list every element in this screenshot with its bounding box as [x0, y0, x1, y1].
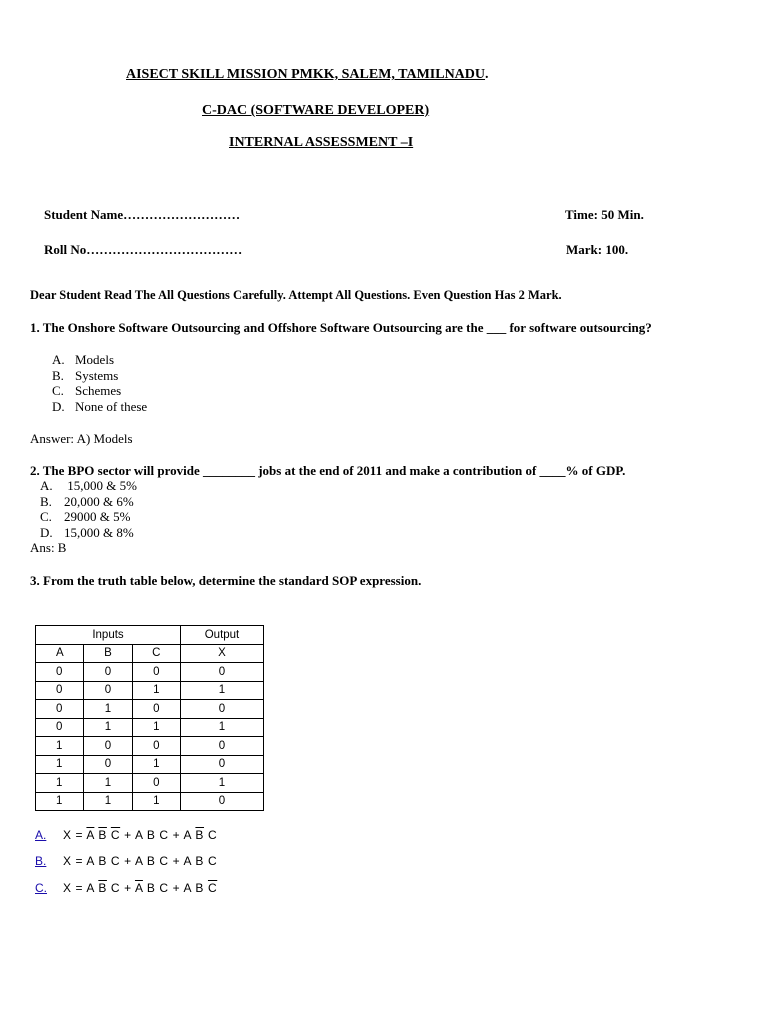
option-a: A. 15,000 & 5%: [40, 478, 137, 493]
option-b: B. Systems: [52, 367, 119, 383]
assessment-title: INTERNAL ASSESSMENT –I: [229, 135, 414, 150]
variable-b: B: [195, 881, 205, 895]
choice-label[interactable]: A.: [35, 828, 47, 842]
table-row: 1 1 0 1: [36, 774, 264, 793]
question-2-options: [40, 478, 137, 540]
variable-c: C: [110, 881, 121, 895]
table-group-header-row: [36, 626, 264, 645]
variable-c: C: [207, 854, 218, 868]
variable-c: C: [207, 828, 218, 842]
question-1-answer: Answer: A) Models: [30, 431, 133, 446]
institution-period: .: [485, 67, 489, 82]
institution-name: AISECT SKILL MISSION PMKK, SALEM, TAMILNADU: [126, 67, 486, 82]
variable-c-complement: $\overline{C}$: [110, 828, 121, 842]
truth-table: [35, 625, 264, 811]
student-name-field: Student Name………………………: [44, 207, 241, 222]
variable-c: C: [110, 854, 121, 868]
variable-a-complement: $\overline{A}$: [86, 828, 95, 842]
table-row: 1 0 0 0: [36, 737, 264, 756]
variable-b: B: [146, 828, 156, 842]
inputs-header: Inputs: [36, 626, 181, 645]
question-3-text: 3. From the truth table below, determine the standard SOP expression.: [30, 573, 422, 588]
table-row: 1 1 1 0: [36, 792, 264, 811]
table-row: 0 1 0 0: [36, 700, 264, 719]
choice-label[interactable]: B.: [35, 854, 47, 868]
variable-a: A: [134, 828, 143, 842]
variable-a: A: [183, 828, 192, 842]
sop-choice-b[interactable]: [35, 854, 217, 868]
table-column-header-row: [36, 644, 264, 663]
instructions: Dear Student Read The All Questions Carefully. Attempt All Questions. Even Question Has 2 Mark.: [30, 288, 562, 302]
variable-a: A: [134, 854, 143, 868]
column-header-x: X: [181, 644, 264, 663]
variable-b: B: [146, 881, 156, 895]
sop-expression: X = A B C + A B C + A B C: [63, 854, 218, 868]
option-d: D. 15,000 & 8%: [40, 524, 134, 540]
column-header-b: B: [84, 644, 132, 663]
time-limit: Time: 50 Min.: [565, 207, 644, 222]
table-row: 1 0 1 0: [36, 755, 264, 774]
option-a: A. Models: [52, 352, 114, 367]
variable-b-complement: $\overline{B}$: [98, 881, 107, 895]
sop-expression: X = A $\overline{B}$ $C + \overline{A}$ B C + A B $\overline{C}$: [63, 881, 218, 895]
option-d: D. None of these: [52, 398, 148, 414]
variable-c: C: [159, 854, 169, 868]
table-row: 0 0 0 0: [36, 663, 264, 682]
column-header-a: A: [36, 644, 84, 663]
sop-choice-a[interactable]: [35, 828, 217, 842]
total-marks: Mark: 100.: [566, 242, 629, 257]
sop-expression: $X = \overline{A}$ $\overline{B}$ $\overline{C} + A$ B C + A $\overline{B}$ C: [63, 828, 218, 842]
course-title: C-DAC (SOFTWARE DEVELOPER): [202, 103, 430, 118]
variable-b: B: [195, 854, 205, 868]
variable-c-complement: $\overline{C}$: [207, 881, 218, 895]
variable-c: C: [159, 881, 169, 895]
table-row: 0 1 1 1: [36, 718, 264, 737]
roll-no-field: Roll No………………………………: [44, 242, 243, 257]
variable-c: C: [159, 828, 169, 842]
choice-label[interactable]: C.: [35, 881, 47, 895]
institution-heading: [126, 67, 489, 83]
question-1-text: 1. The Onshore Software Outsourcing and Offshore Software Outsourcing are the ___ for software outsourcing?: [30, 320, 652, 335]
variable-b: B: [146, 854, 156, 868]
variable-a: A: [183, 854, 192, 868]
option-c: C. Schemes: [52, 383, 122, 399]
variable-a: A: [183, 881, 192, 895]
option-b: B. 20,000 & 6%: [40, 493, 134, 509]
table-row: 0 0 1 1: [36, 681, 264, 700]
variable-a: A: [86, 881, 95, 895]
variable-a: A: [86, 854, 95, 868]
sop-choice-c[interactable]: [35, 881, 217, 895]
variable-b-complement: $\overline{B}$: [195, 828, 205, 842]
option-c: C. 29000 & 5%: [40, 509, 131, 525]
question-1-options: [52, 352, 147, 414]
column-header-c: C: [132, 644, 180, 663]
output-header: Output: [181, 626, 264, 645]
variable-b-complement: $\overline{B}$: [98, 828, 107, 842]
variable-a-complement: $\overline{A}$: [134, 881, 143, 895]
question-2-answer: Ans: B: [30, 540, 67, 555]
question-2-text: 2. The BPO sector will provide ________ jobs at the end of 2011 and make a contribution of ____% of GDP.: [30, 463, 626, 478]
variable-b: B: [98, 854, 107, 868]
